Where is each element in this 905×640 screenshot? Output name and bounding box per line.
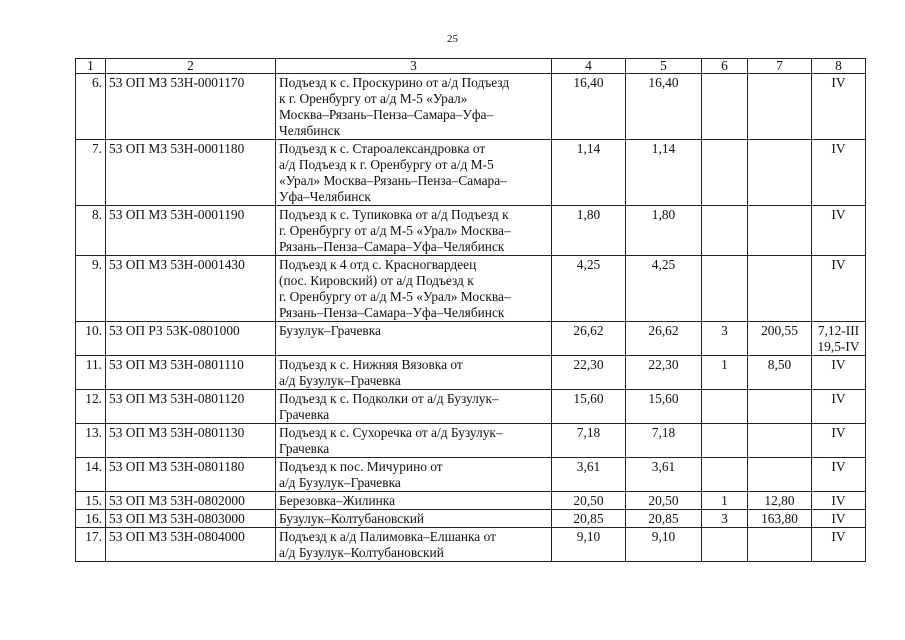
bridges-count-cell: 1	[702, 356, 748, 390]
table-header-row	[76, 59, 866, 74]
bridges-length-cell	[748, 256, 812, 322]
road-category-cell: IV	[812, 510, 866, 528]
length-value-cell: 9,10	[626, 528, 702, 562]
roads-table	[75, 58, 866, 562]
bridges-count-cell	[702, 458, 748, 492]
road-category-cell: IV	[812, 206, 866, 256]
bridges-length-cell: 8,50	[748, 356, 812, 390]
length-value-cell: 3,61	[626, 458, 702, 492]
road-category-cell: IV	[812, 458, 866, 492]
length-total-cell: 4,25	[552, 256, 626, 322]
road-code-cell: 53 ОП МЗ 53Н-0803000	[106, 510, 276, 528]
road-code-cell: 53 ОП МЗ 53Н-0801130	[106, 424, 276, 458]
road-category-cell: IV	[812, 424, 866, 458]
road-name-cell: Подъезд к с. Подколки от а/д Бузулук– Грачевка	[276, 390, 552, 424]
length-total-cell: 3,61	[552, 458, 626, 492]
length-value-cell: 1,80	[626, 206, 702, 256]
road-code-cell: 53 ОП МЗ 53Н-0001170	[106, 74, 276, 140]
road-category-cell: IV	[812, 256, 866, 322]
header-cell: 6	[702, 59, 748, 74]
bridges-length-cell	[748, 424, 812, 458]
bridges-length-cell	[748, 458, 812, 492]
header-cell: 3	[276, 59, 552, 74]
length-total-cell: 7,18	[552, 424, 626, 458]
bridges-count-cell: 1	[702, 492, 748, 510]
table-row	[76, 322, 866, 356]
road-category-cell: IV	[812, 492, 866, 510]
bridges-length-cell	[748, 528, 812, 562]
table-row	[76, 256, 866, 322]
length-value-cell: 20,50	[626, 492, 702, 510]
road-category-cell: IV	[812, 74, 866, 140]
road-code-cell: 53 ОП МЗ 53Н-0801110	[106, 356, 276, 390]
road-name-cell: Подъезд к с. Тупиковка от а/д Подъезд к г. Оренбургу от а/д М-5 «Урал» Москва– Рязань–Пенза–Самара–Уфа–Челябинск	[276, 206, 552, 256]
bridges-length-cell: 200,55	[748, 322, 812, 356]
row-number-cell: 10.	[76, 322, 106, 356]
row-number-cell: 14.	[76, 458, 106, 492]
row-number-cell: 17.	[76, 528, 106, 562]
bridges-count-cell	[702, 74, 748, 140]
row-number-cell: 16.	[76, 510, 106, 528]
road-category-cell: 7,12-III 19,5-IV	[812, 322, 866, 356]
road-code-cell: 53 ОП РЗ 53К-0801000	[106, 322, 276, 356]
road-name-cell: Бузулук–Колтубановский	[276, 510, 552, 528]
header-cell: 7	[748, 59, 812, 74]
length-value-cell: 15,60	[626, 390, 702, 424]
table-row	[76, 458, 866, 492]
table-row	[76, 356, 866, 390]
length-total-cell: 22,30	[552, 356, 626, 390]
page-number: 25	[447, 33, 458, 45]
road-name-cell: Подъезд к с. Староалександровка от а/д Подъезд к г. Оренбургу от а/д М-5 «Урал» Москва–Рязань–Пенза–Самара– Уфа–Челябинск	[276, 140, 552, 206]
bridges-length-cell: 12,80	[748, 492, 812, 510]
road-name-cell: Подъезд к а/д Палимовка–Елшанка от а/д Бузулук–Колтубановский	[276, 528, 552, 562]
road-name-cell: Подъезд к с. Сухоречка от а/д Бузулук– Грачевка	[276, 424, 552, 458]
row-number-cell: 7.	[76, 140, 106, 206]
road-name-cell: Подъезд к 4 отд с. Красногвардеец (пос. Кировский) от а/д Подъезд к г. Оренбургу от а/д М-5 «Урал» Москва– Рязань–Пенза–Самара–Уфа–Челябинск	[276, 256, 552, 322]
bridges-count-cell: 3	[702, 322, 748, 356]
length-total-cell: 1,80	[552, 206, 626, 256]
row-number-cell: 8.	[76, 206, 106, 256]
road-category-cell: IV	[812, 356, 866, 390]
road-code-cell: 53 ОП МЗ 53Н-0001430	[106, 256, 276, 322]
bridges-count-cell	[702, 140, 748, 206]
header-cell: 4	[552, 59, 626, 74]
row-number-cell: 9.	[76, 256, 106, 322]
length-total-cell: 20,50	[552, 492, 626, 510]
length-total-cell: 16,40	[552, 74, 626, 140]
road-code-cell: 53 ОП МЗ 53Н-0001190	[106, 206, 276, 256]
row-number-cell: 12.	[76, 390, 106, 424]
table-row	[76, 492, 866, 510]
table-row	[76, 140, 866, 206]
road-name-cell: Бузулук–Грачевка	[276, 322, 552, 356]
bridges-count-cell: 3	[702, 510, 748, 528]
road-name-cell: Подъезд к с. Проскурино от а/д Подъезд к г. Оренбургу от а/д М-5 «Урал» Москва–Рязань–Пенза–Самара–Уфа– Челябинск	[276, 74, 552, 140]
road-code-cell: 53 ОП МЗ 53Н-0802000	[106, 492, 276, 510]
table-row	[76, 528, 866, 562]
road-category-cell: IV	[812, 390, 866, 424]
road-code-cell: 53 ОП МЗ 53Н-0801120	[106, 390, 276, 424]
table-row	[76, 206, 866, 256]
length-total-cell: 20,85	[552, 510, 626, 528]
road-code-cell: 53 ОП МЗ 53Н-0804000	[106, 528, 276, 562]
bridges-length-cell	[748, 206, 812, 256]
length-total-cell: 1,14	[552, 140, 626, 206]
table-row	[76, 510, 866, 528]
header-cell: 1	[76, 59, 106, 74]
bridges-count-cell	[702, 206, 748, 256]
row-number-cell: 15.	[76, 492, 106, 510]
bridges-length-cell	[748, 390, 812, 424]
length-total-cell: 9,10	[552, 528, 626, 562]
length-value-cell: 1,14	[626, 140, 702, 206]
row-number-cell: 6.	[76, 74, 106, 140]
bridges-count-cell	[702, 256, 748, 322]
bridges-length-cell	[748, 140, 812, 206]
header-cell: 2	[106, 59, 276, 74]
length-value-cell: 26,62	[626, 322, 702, 356]
header-cell: 8	[812, 59, 866, 74]
length-total-cell: 15,60	[552, 390, 626, 424]
length-value-cell: 16,40	[626, 74, 702, 140]
road-name-cell: Подъезд к пос. Мичурино от а/д Бузулук–Грачевка	[276, 458, 552, 492]
bridges-count-cell	[702, 528, 748, 562]
length-value-cell: 4,25	[626, 256, 702, 322]
road-category-cell: IV	[812, 528, 866, 562]
length-value-cell: 7,18	[626, 424, 702, 458]
bridges-count-cell	[702, 424, 748, 458]
length-value-cell: 22,30	[626, 356, 702, 390]
table-row	[76, 74, 866, 140]
header-cell: 5	[626, 59, 702, 74]
row-number-cell: 11.	[76, 356, 106, 390]
road-name-cell: Подъезд к с. Нижняя Вязовка от а/д Бузулук–Грачевка	[276, 356, 552, 390]
row-number-cell: 13.	[76, 424, 106, 458]
table-row	[76, 390, 866, 424]
road-name-cell: Березовка–Жилинка	[276, 492, 552, 510]
bridges-length-cell	[748, 74, 812, 140]
bridges-length-cell: 163,80	[748, 510, 812, 528]
length-value-cell: 20,85	[626, 510, 702, 528]
table-row	[76, 424, 866, 458]
length-total-cell: 26,62	[552, 322, 626, 356]
road-code-cell: 53 ОП МЗ 53Н-0801180	[106, 458, 276, 492]
road-code-cell: 53 ОП МЗ 53Н-0001180	[106, 140, 276, 206]
bridges-count-cell	[702, 390, 748, 424]
road-category-cell: IV	[812, 140, 866, 206]
